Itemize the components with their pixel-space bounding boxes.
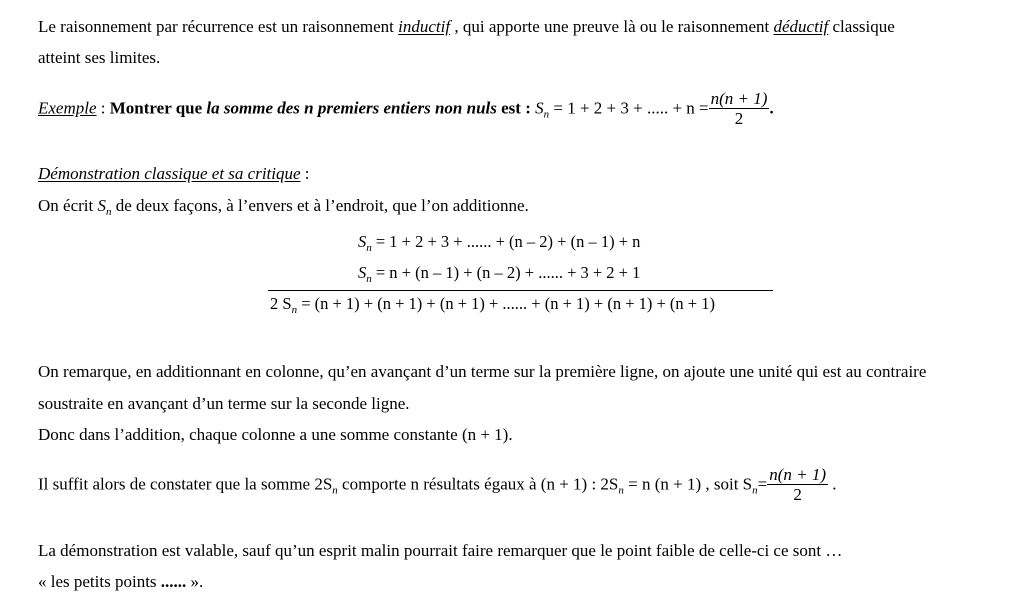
remark-fraction [767, 465, 828, 504]
remark-sum-text: Il suffit alors de constater que la somme 2S [38, 474, 333, 494]
remark-line-3 [38, 425, 513, 445]
sum-rule-line [268, 290, 773, 291]
eq1-sub: n [366, 242, 372, 254]
demo-sn: S [97, 196, 106, 215]
eq3-lhs: 2 S [270, 294, 292, 313]
example-bold-start: Montrer que [109, 98, 207, 118]
remark-line-2: soustraite en avançant d’un terme sur la seconde ligne. [38, 394, 410, 413]
fraction-numerator: n(n + 1) [769, 465, 827, 484]
demo-line [38, 196, 529, 222]
example-sn: S [535, 98, 544, 118]
eq2-lhs: S [358, 263, 367, 282]
example-sn-sub: n [543, 108, 550, 121]
fraction-denominator: 2 [793, 485, 802, 504]
fraction-denominator: 2 [734, 109, 744, 128]
eq3-rhs: = (n + 1) + (n + 1) + (n + 1) + ...... + (n + 1) + (n + 1) + (n + 1) [297, 294, 715, 313]
eq2-rhs: = n + (n – 1) + (n – 2) + ...... + 3 + 2 + 1 [371, 263, 641, 282]
equation-row-2 [358, 263, 640, 289]
eq1-rhs: = 1 + 2 + 3 + ...... + (n – 2) + (n – 1) + n [371, 232, 641, 251]
remark-sub-3: n [752, 484, 758, 497]
intro-text: Le raisonnement par récurrence est un raisonnement [38, 17, 399, 36]
intro-text-3: classique [828, 17, 895, 36]
remark-text: Donc dans l’addition, chaque colonne a une somme constante [38, 425, 462, 444]
demo-heading: Démonstration classique et sa critique [38, 164, 301, 183]
example-end: . [769, 98, 774, 118]
remark-equals: = [757, 474, 768, 494]
conclusion-end: ». [186, 572, 204, 591]
conclusion-line-2 [38, 572, 203, 592]
remark-sub-1: n [332, 484, 338, 497]
term-deductif: déductif [773, 17, 829, 36]
demo-heading-colon: : [300, 164, 310, 183]
demo-heading-line [38, 164, 310, 184]
example-statement: la somme des n premiers entiers non nuls [206, 98, 497, 118]
conclusion-text: « les petits points [38, 572, 161, 591]
example-line [38, 90, 774, 129]
remark-constant: (n + 1). [461, 425, 513, 444]
remark-sub-2: n [618, 484, 624, 497]
intro-line-2: atteint ses limites. [38, 48, 161, 67]
demo-sn-sub: n [105, 206, 112, 218]
eq3-sub: n [291, 304, 298, 316]
remark-soit-text: = n (n + 1) , soit S [623, 474, 753, 494]
demo-text: On écrit [38, 196, 98, 215]
example-rhs: = 1 + 2 + 3 + ..... + n = [549, 98, 709, 118]
equation-row-1 [358, 232, 640, 258]
intro-line-1 [38, 17, 895, 37]
remark-line-4 [38, 466, 837, 505]
conclusion-line-1: La démonstration est valable, sauf qu’un esprit malin pourrait faire remarquer que le point faible de celle-ci ce sont … [38, 541, 843, 560]
eq1-lhs: S [358, 232, 367, 251]
fraction-numerator: n(n + 1) [710, 89, 768, 108]
intro-text-2: , qui apporte une preuve là ou le raisonnement [450, 17, 774, 36]
conclusion-dots: ...... [160, 572, 187, 591]
example-fraction [709, 89, 770, 128]
eq2-sub: n [366, 273, 372, 285]
term-inductif: inductif [398, 17, 451, 36]
example-colon: : [96, 98, 110, 118]
example-label: Exemple [38, 98, 97, 118]
remark-line-1: On remarque, en additionnant en colonne, qu’en avançant d’un terme sur la première ligne, on ajoute une unité qui est au contraire [38, 362, 927, 381]
remark-end: . [828, 474, 837, 494]
demo-text-2: de deux façons, à l’envers et à l’endroit, que l’on additionne. [111, 196, 529, 215]
example-est: est : [496, 98, 536, 118]
equation-row-sum [270, 294, 715, 320]
remark-results-text: comporte n résultats égaux à (n + 1) : 2S [337, 474, 619, 494]
